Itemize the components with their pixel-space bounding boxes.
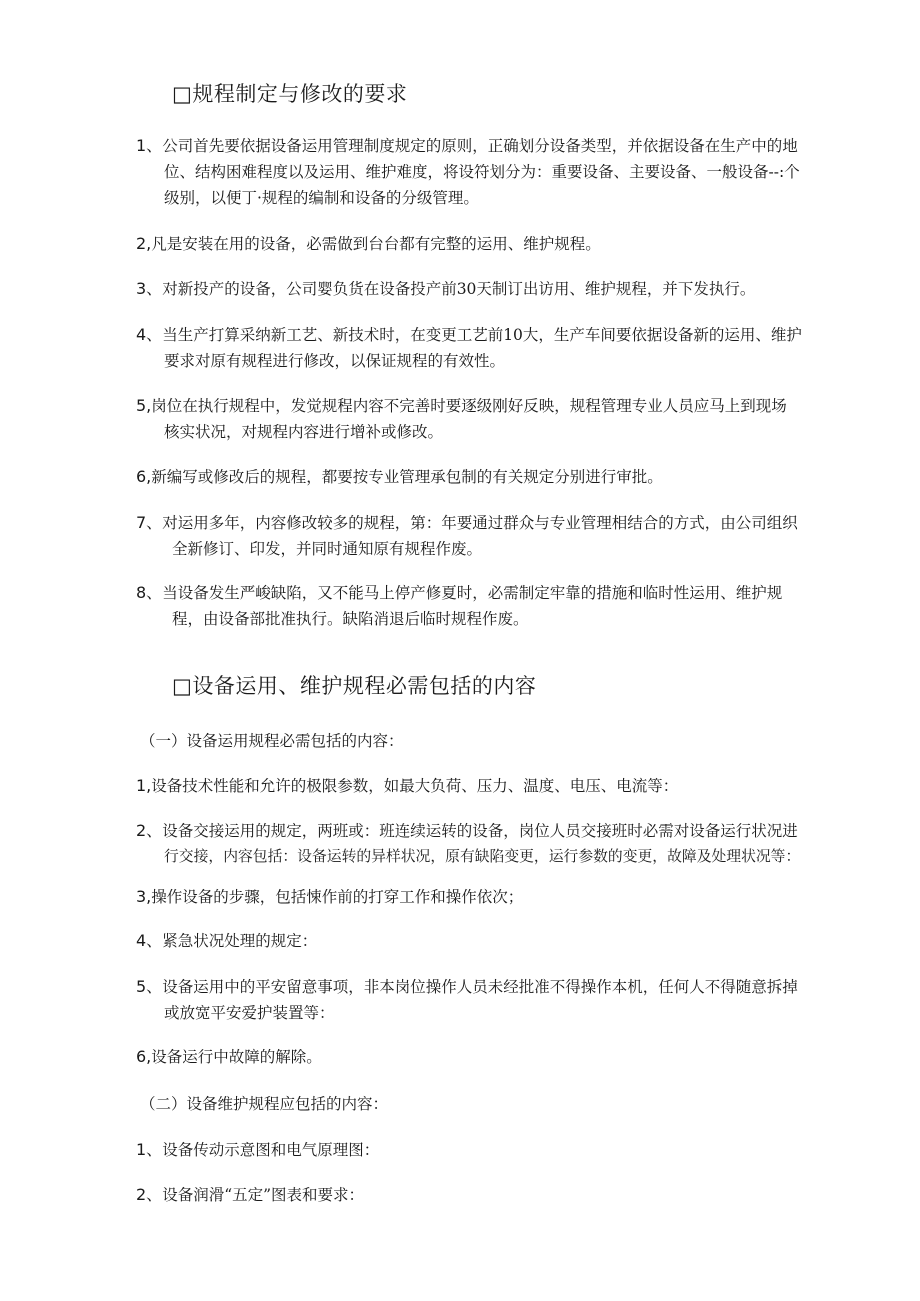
item-number: 2,	[136, 234, 152, 253]
list-item	[136, 1137, 866, 1163]
item-text: 程，由设备部批准执行。缺陷消退后临时规程作废。	[172, 610, 529, 628]
item-text: 核实状况，对规程内容进行增补或修改。	[164, 423, 444, 441]
list-item	[136, 773, 866, 799]
item-text: 操作设备的步骤，包括悚作前的打穿工作和操作依次；	[151, 888, 524, 906]
subsection-1-title: （一）设备运用规程必需包括的内容：	[140, 732, 404, 750]
item-number: 1、	[136, 136, 163, 155]
item-number: 5、	[136, 977, 163, 996]
item-text: 设备交接运用的规定，两班或：班连续运转的设备，岗位人员交接班时必需对设备运行状况进	[162, 822, 798, 840]
section-1-title: □规程制定与修改的要求	[172, 82, 408, 106]
list-item	[136, 322, 866, 374]
item-text: 设备运行中故障的解除。	[151, 1048, 322, 1066]
item-text: 设备传动示意图和电气原理图：	[162, 1141, 380, 1159]
item-text: 紧急状况处理的规定：	[162, 932, 318, 950]
item-text: 全新修订、印发，并同时通知原有规程作废。	[172, 540, 483, 558]
list-item	[136, 1044, 866, 1070]
item-number: 4、	[136, 931, 163, 950]
list-item	[136, 276, 866, 302]
item-text: 设备技术性能和允许的极限参数，如最大负荷、压力、温度、电压、电流等：	[151, 777, 679, 795]
item-number: 8、	[136, 583, 163, 602]
item-number: 4、	[136, 325, 163, 344]
item-number: 2、	[136, 1185, 163, 1204]
item-text: 对新投产的设备，公司婴负货在设备投产前30天制订出访用、维护规程，并下发执行。	[162, 280, 756, 298]
item-text: 行交接，内容包括：设备运转的异样状况，原有缺陷变更，运行参数的变更，故障及处理状况等：	[164, 848, 801, 865]
item-text: 级别，以便丁·规程的编制和设备的分级管理。	[164, 189, 479, 207]
list-item	[136, 818, 866, 870]
section-2-title: □设备运用、维护规程必需包括的内容	[172, 674, 537, 698]
item-text: 公司首先要依据设备运用管理制度规定的原则，正确划分设备类型，并依据设备在生产中的地	[162, 137, 798, 155]
item-text: 设备润滑“五定”图表和要求：	[162, 1186, 365, 1204]
list-item	[136, 510, 866, 562]
item-text: 当生产打算采纳新工艺、新技术时，在变更工艺前10大，生产车间要依据设备新的运用、维护	[162, 326, 802, 344]
item-number: 1,	[136, 776, 152, 795]
item-number: 3、	[136, 279, 163, 298]
list-item	[136, 464, 866, 490]
list-item	[136, 928, 866, 954]
item-number: 2、	[136, 821, 163, 840]
item-text: 凡是安装在用的设备，必需做到台台都有完整的运用、维护规程。	[151, 235, 601, 253]
item-number: 7、	[136, 513, 163, 532]
item-text: 对运用多年，内容修改较多的规程，第：年要通过群众与专业管理相结合的方式，由公司组织	[162, 514, 798, 532]
item-text: 设备运用中的平安留意事项，非本岗位操作人员未经批准不得操作本机，任何人不得随意拆掉	[162, 978, 798, 996]
item-text: 新编写或修改后的规程，都要按专业管理承包制的有关规定分别进行审批。	[151, 468, 663, 486]
item-text: 岗位在执行规程中，发觉规程内容不完善时要逐级刚好反映，规程管理专业人员应马上到现场	[151, 397, 787, 415]
item-number: 3,	[136, 887, 152, 906]
list-item	[136, 133, 866, 211]
list-item	[136, 393, 866, 445]
subsection-2-title: （二）设备维护规程应包括的内容：	[140, 1095, 389, 1113]
list-item	[136, 974, 866, 1026]
item-text: 或放宽平安爱护装置等：	[164, 1004, 335, 1022]
item-number: 5,	[136, 396, 152, 415]
list-item	[136, 580, 866, 632]
list-item	[136, 231, 866, 257]
item-text: 位、结构困难程度以及运用、维护难度，将设符划分为：重要设备、主要设备、一般设备--:个	[164, 163, 800, 181]
item-number: 1、	[136, 1140, 163, 1159]
item-number: 6,	[136, 1047, 152, 1066]
list-item	[136, 884, 866, 910]
list-item	[136, 1182, 866, 1208]
item-text: 要求对原有规程进行修改，以保证规程的有效性。	[164, 352, 506, 370]
item-number: 6,	[136, 467, 152, 486]
item-text: 当设备发生严峻缺陷，又不能马上停产修夏时，必需制定牢靠的措施和临时性运用、维护规	[162, 584, 783, 602]
